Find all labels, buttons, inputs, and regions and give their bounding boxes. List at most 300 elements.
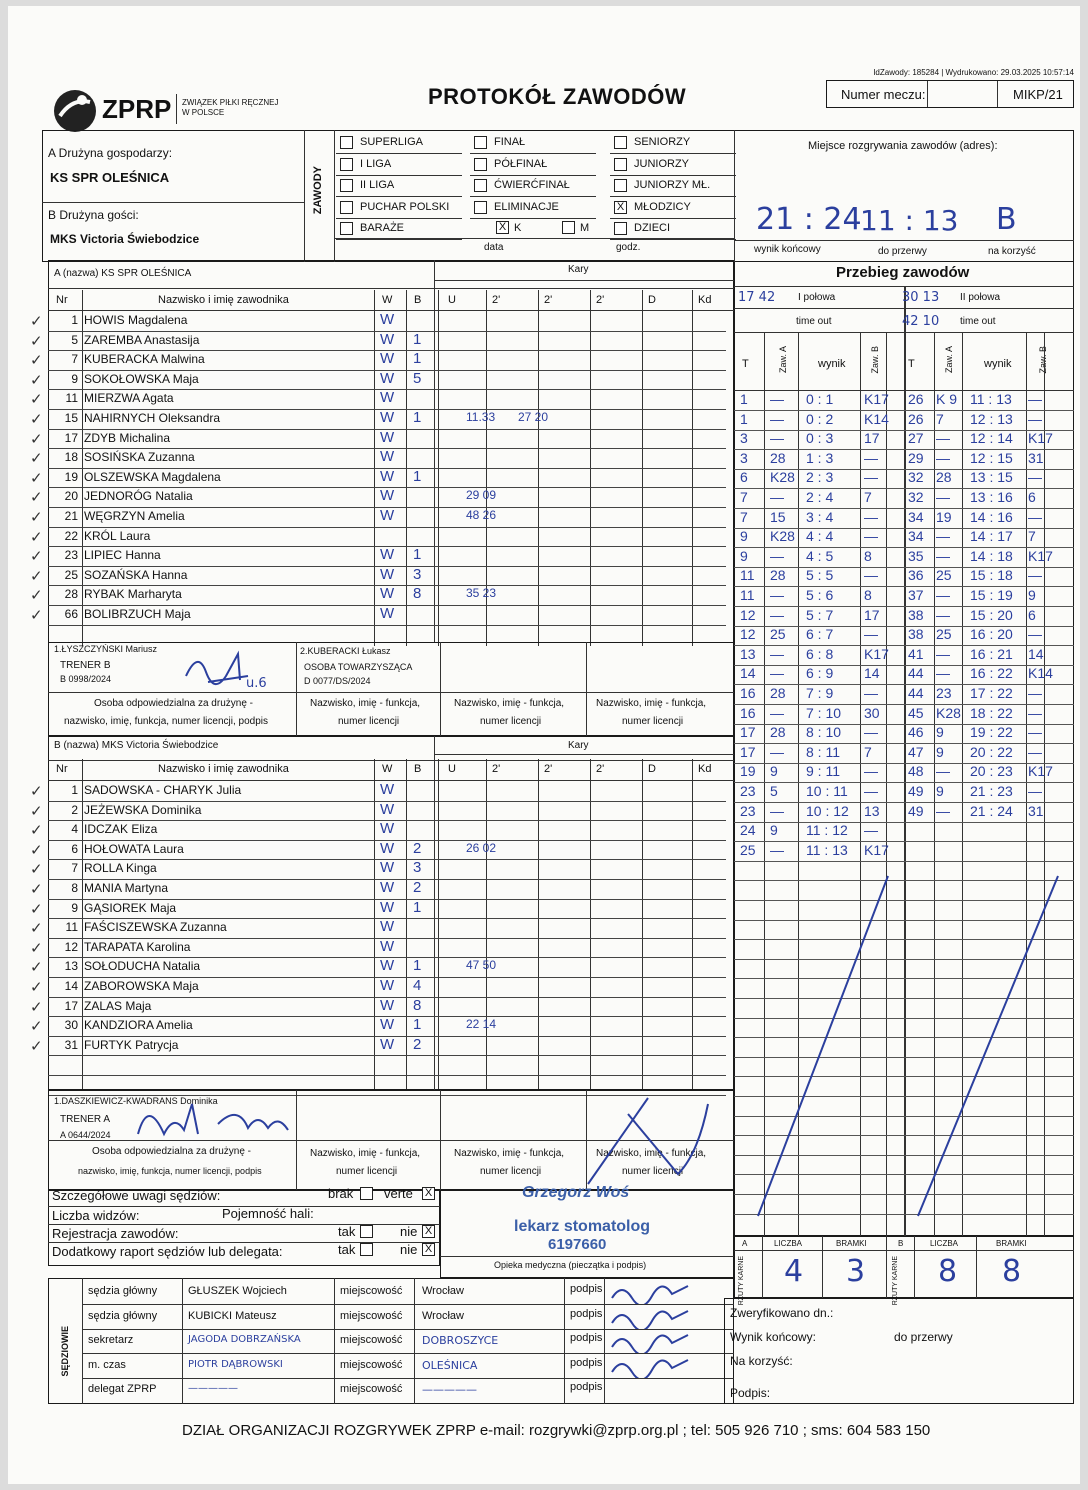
referee-role: sędzia główny [88, 1285, 158, 1297]
progress-value: 8 [864, 587, 872, 603]
progress-value: K17 [864, 841, 889, 858]
player-number: 31 [64, 1037, 78, 1052]
progress-value: 11 : 13 [806, 841, 848, 858]
player-name: ZDYB Michalina [84, 430, 171, 445]
half-score: 11 : 13 [860, 204, 959, 237]
progress-value: — [770, 665, 784, 682]
progress-value: 32 [908, 489, 924, 505]
progress-value: — [770, 606, 784, 623]
player-number: 4 [71, 822, 78, 837]
checkbox-col1-2[interactable] [340, 179, 353, 192]
referee-role: sędzia główny [88, 1309, 158, 1322]
progress-value: 28 [770, 724, 786, 741]
rep-tak: tak [338, 1242, 356, 1257]
player-name: SOKOŁOWSKA Maja [84, 371, 199, 386]
player-name: MANIA Martyna [84, 881, 169, 895]
progress-value: — [1028, 508, 1042, 525]
progress-value: — [1028, 743, 1042, 760]
progress-value: — [770, 841, 784, 858]
verified-label: Zweryfikowano dn.: [730, 1306, 834, 1320]
col-header-kd: Kd [698, 294, 712, 306]
team-a-name: KS SPR OLEŚNICA [50, 170, 170, 185]
progress-value: 23 [740, 802, 756, 819]
progress-line [734, 430, 1074, 431]
checkbox-col1-1[interactable] [340, 158, 353, 171]
checkbox-col3-0[interactable] [614, 136, 627, 149]
progress-value: — [936, 763, 950, 780]
reg-nie: nie [400, 1224, 418, 1239]
progress-value: 20 : 23 [970, 763, 1013, 780]
half2-label: II połowa [960, 292, 1001, 303]
extra-report-label: Dodatkowy raport sędziów lub delegata: [52, 1244, 283, 1259]
player-penalty-1: 22 14 [466, 1017, 497, 1032]
player-number: 17 [64, 998, 78, 1013]
progress-header-zawb-7: Zaw. B [1038, 346, 1048, 374]
player-w-mark: W [380, 507, 395, 524]
competition-line-col1-4 [336, 239, 462, 240]
competition-line-col2-1 [470, 175, 596, 176]
progress-header-zawa-1: Zaw. A [778, 346, 788, 374]
player-goals: 2 [413, 839, 422, 857]
progress-value: 12 [740, 606, 756, 623]
half-score-label: do przerwy [878, 246, 927, 257]
progress-value: 9 [1028, 587, 1036, 603]
progress-value: 34 [908, 508, 924, 525]
fn-label-b3b: numer licencji [480, 1166, 542, 1177]
official-b1: 1.DASZKIEWICZ-KWADRANS Dominika [54, 1096, 218, 1106]
check-mark-icon: ✓ [30, 607, 43, 624]
referee-name: KUBICKI Mateusz [188, 1309, 277, 1322]
player-name: SOŁODUCHA Natalia [84, 959, 201, 974]
resp-label-a2: nazwisko, imię, funkcja, numer licencji, podpis [64, 716, 268, 727]
player-w-mark: W [380, 918, 395, 936]
official-b1-licence: A 0644/2024 [60, 1130, 111, 1140]
player-w-mark: W [380, 565, 395, 583]
player-w-mark: W [380, 350, 395, 368]
progress-value: 10 : 12 [806, 802, 849, 819]
pen-b-vertical: RZUTY KARNE [892, 1256, 899, 1306]
rep-nie-checkbox[interactable]: X [422, 1243, 435, 1256]
competition-col1-0: SUPERLIGA [360, 136, 423, 148]
player-name: SADOWSKA - CHARYK Julia [84, 783, 242, 797]
referee-signature-label: podpis [570, 1283, 603, 1295]
player-w-mark: W [380, 311, 395, 328]
player-w-mark: W [380, 996, 395, 1014]
referee-name: ————— [188, 1383, 238, 1394]
player-w-mark: W [380, 546, 395, 564]
progress-value: 28 [936, 469, 952, 486]
player-name: NAHIRNYCH Oleksandra [84, 411, 221, 425]
player-name: WĘGRZYN Amelia [84, 509, 185, 523]
competition-line-col3-1 [610, 175, 736, 176]
progress-value: K17 [864, 391, 889, 407]
fn-label-b4a: Nazwisko, imię - funkcja, [596, 1148, 707, 1159]
verte-label: verte [384, 1186, 413, 1201]
player-number: 2 [71, 802, 78, 817]
progress-value: 21 : 23 [970, 783, 1013, 799]
gender-k: K [514, 222, 522, 234]
referee-city-label: miejscowość [340, 1358, 403, 1371]
referee-city: DOBROSZYCE [422, 1334, 499, 1347]
remarks-label: Szczegółowe uwagi sędziów: [52, 1188, 221, 1203]
progress-line [734, 606, 1074, 607]
progress-value: — [864, 783, 878, 799]
checkbox-col3-1[interactable] [614, 158, 627, 171]
reg-nie-checkbox[interactable]: X [422, 1225, 435, 1238]
col-header-nr: Nr [56, 763, 68, 775]
player-w-mark: W [380, 859, 395, 877]
official-b1-role: TRENER A [60, 1114, 111, 1125]
player-w-mark: W [380, 467, 395, 485]
progress-line [734, 763, 1074, 764]
verify-winner-label: Na korzyść: [730, 1354, 793, 1368]
progress-value: 6 : 8 [806, 645, 834, 662]
checkbox-col1-3[interactable] [340, 201, 353, 214]
team-b-label: B Drużyna gości: [48, 208, 139, 222]
player-penalty-1: 48 26 [466, 508, 497, 522]
progress-header-t-0: T [742, 358, 749, 370]
progress-value: 41 [908, 645, 924, 662]
progress-value: 16 : 22 [970, 665, 1013, 682]
referee-signature [608, 1280, 708, 1304]
checkbox-m[interactable] [562, 221, 575, 234]
check-mark-icon: ✓ [30, 411, 43, 428]
progress-value: 45 [908, 704, 924, 721]
progress-value: K 9 [936, 391, 958, 407]
official-a2-role: OSOBA TOWARZYSZĄCA [304, 662, 413, 672]
col-header-name: Nazwisko i imię zawodnika [158, 763, 289, 775]
checkbox-col1-4[interactable] [340, 222, 353, 235]
col-header-t2: 2' [544, 294, 553, 306]
pen-a-count: 4 [784, 1254, 804, 1289]
player-number: 19 [64, 469, 78, 484]
referee-role: m. czas [88, 1358, 126, 1371]
rep-nie: nie [400, 1242, 418, 1257]
progress-value: 9 [770, 822, 778, 839]
competition-line-col2-3 [470, 218, 596, 219]
checkbox-col3-4[interactable] [614, 222, 627, 235]
player-goals: 1 [413, 546, 422, 564]
progress-value: 12 : 13 [970, 410, 1013, 427]
verte-checkbox[interactable]: X [422, 1187, 435, 1200]
player-w-mark: W [380, 800, 395, 818]
progress-value: — [770, 410, 784, 427]
progress-value: — [864, 528, 878, 545]
checkbox-col2-2[interactable] [474, 179, 487, 192]
player-goals: 1 [413, 1016, 422, 1034]
progress-value: 17 : 22 [970, 685, 1013, 701]
check-mark-icon: ✓ [30, 939, 43, 957]
player-name: ROLLA Kinga [84, 861, 157, 876]
progress-value: 25 [770, 626, 786, 643]
competition-col3-1: JUNIORZY [634, 157, 689, 170]
progress-value: 48 [908, 763, 924, 780]
fn-label-b3a: Nazwisko, imię - funkcja, [454, 1148, 565, 1159]
progress-value: — [770, 587, 784, 603]
competition-line-col3-3 [610, 218, 736, 219]
check-mark-icon: ✓ [30, 979, 43, 996]
referee-signature-label: podpis [570, 1381, 603, 1393]
player-number: 21 [64, 509, 78, 523]
referee-name: GŁUSZEK Wojciech [188, 1285, 287, 1297]
player-w-mark: W [380, 369, 395, 387]
progress-value: — [1028, 410, 1042, 427]
progress-value: 13 : 16 [970, 489, 1013, 505]
rep-tak-checkbox[interactable] [360, 1243, 373, 1256]
progress-value: 35 [908, 547, 924, 564]
team-a-header: A (nazwa) KS SPR OLEŚNICA [54, 268, 192, 279]
player-goals: 2 [413, 1035, 422, 1053]
fn-label-a3b: numer licencji [480, 716, 542, 727]
player-w-mark: W [380, 820, 395, 838]
official-a1-licence: B 0998/2024 [60, 674, 112, 684]
progress-line [734, 410, 1074, 411]
pen-b-goals-header: BRAMKI [996, 1239, 1027, 1248]
gender-m: M [580, 222, 590, 234]
col-header-t1: 2' [492, 294, 501, 306]
progress-value: — [770, 645, 784, 662]
player-row [30, 311, 726, 332]
player-goals: 5 [413, 369, 422, 387]
progress-value: 27 [908, 430, 924, 447]
progress-value: — [864, 508, 878, 525]
progress-value: 4 : 5 [806, 547, 834, 564]
progress-value: 1 : 3 [806, 449, 834, 466]
progress-value: — [1028, 704, 1042, 721]
progress-value: 8 [864, 547, 872, 564]
player-name: SOSIŃSKA Zuzanna [84, 450, 195, 465]
progress-line [734, 469, 1074, 470]
progress-line [734, 724, 1074, 725]
verify-signature-label: Podpis: [730, 1386, 771, 1400]
player-row [30, 605, 726, 626]
player-number: 20 [64, 489, 78, 504]
progress-value: K28 [770, 528, 795, 545]
checkbox-col1-0[interactable] [340, 136, 353, 149]
check-mark-icon: ✓ [30, 881, 43, 898]
progress-value: — [770, 743, 784, 760]
checkbox-col2-0[interactable] [474, 136, 487, 149]
progress-value: K17 [1028, 763, 1053, 780]
brak-checkbox[interactable] [360, 1187, 373, 1200]
player-number: 23 [64, 548, 78, 563]
player-row [30, 565, 726, 587]
progress-line [734, 645, 1074, 646]
player-penalty-2: 27 20 [518, 410, 549, 424]
org-name-1: ZWIĄZEK PIŁKI RĘCZNEJ [182, 98, 279, 107]
progress-line [734, 684, 1074, 685]
check-mark-icon: ✓ [30, 861, 43, 879]
player-w-mark: W [380, 448, 395, 466]
player-name: BOLIBRZUCH Maja [84, 607, 191, 621]
player-number: 17 [64, 430, 78, 445]
progress-value: — [1028, 626, 1042, 643]
player-number: 18 [64, 450, 78, 465]
progress-value: — [1028, 724, 1042, 741]
col-header-b: B [414, 763, 422, 775]
progress-value: — [936, 606, 950, 623]
progress-value: 26 [908, 391, 924, 407]
pen-b-count-header: LICZBA [930, 1239, 959, 1248]
progress-value: K14 [1028, 665, 1053, 682]
player-number: 12 [64, 939, 78, 954]
progress-value: 44 [908, 685, 924, 701]
progress-value: 14 [864, 665, 880, 682]
fn-label-b2b: numer licencji [336, 1166, 398, 1177]
col-header-t3: 2' [596, 763, 605, 775]
timeout-a1: 17 42 [738, 290, 776, 305]
team-a-label: A Drużyna gospodarzy: [48, 146, 173, 160]
progress-line [734, 567, 1074, 568]
player-number: 14 [64, 979, 78, 993]
competition-col3-3: MŁODZICY [634, 200, 691, 213]
checkbox-col2-1[interactable] [474, 158, 487, 171]
check-mark-icon: ✓ [30, 469, 43, 487]
checkbox-k[interactable]: X [496, 221, 509, 234]
referee-name: PIOTR DĄBROWSKI [188, 1358, 283, 1370]
competition-line-col2-2 [470, 196, 596, 197]
verify-final-label: Wynik końcowy: [730, 1330, 816, 1344]
player-w-mark: W [380, 585, 395, 603]
progress-value: 24 [740, 822, 756, 839]
progress-value: 23 [740, 783, 756, 799]
progress-line [734, 665, 1074, 666]
player-row [30, 409, 726, 430]
player-w-mark: W [380, 957, 395, 975]
half1-label: I połowa [798, 292, 836, 303]
player-w-mark: W [380, 1016, 395, 1034]
player-number: 8 [71, 881, 78, 895]
progress-value: — [770, 489, 784, 505]
progress-value: 28 [770, 685, 786, 701]
progress-value: 18 : 22 [970, 704, 1013, 721]
player-row [30, 330, 726, 352]
match-number-value: MIKP/21 [1013, 87, 1063, 102]
date-label: data [484, 242, 504, 253]
player-name: ZABOROWSKA Maja [84, 979, 199, 993]
capacity-label: Pojemność hali: [222, 1206, 314, 1221]
timeout-b1: 30 13 [902, 290, 940, 305]
progress-value: 0 : 1 [806, 391, 834, 407]
progress-value: — [936, 802, 950, 819]
official-a2: 2.KUBERACKI Łukasz [300, 646, 391, 656]
progress-line [734, 547, 1074, 548]
checkbox-col3-2[interactable] [614, 179, 627, 192]
player-number: 30 [64, 1018, 78, 1033]
check-mark-icon: ✓ [30, 371, 43, 389]
progress-line [734, 841, 1074, 842]
player-number: 11 [65, 920, 78, 935]
timeout-label-1: time out [796, 316, 832, 327]
progress-value: 3 : 4 [806, 508, 834, 525]
col-header-w: W [382, 763, 393, 775]
player-row [30, 448, 726, 469]
player-w-mark: W [380, 428, 395, 446]
progress-value: 9 [936, 783, 944, 799]
col-header-nr: Nr [56, 294, 68, 306]
player-w-mark: W [380, 898, 395, 916]
col-header-t2: 2' [544, 763, 553, 775]
progress-value: 3 [740, 430, 748, 447]
check-mark-icon: ✓ [30, 391, 43, 409]
check-mark-icon: ✓ [30, 1018, 43, 1036]
player-row [30, 977, 726, 998]
check-mark-icon: ✓ [30, 509, 43, 526]
col-header-name: Nazwisko i imię zawodnika [158, 294, 289, 306]
player-row [30, 546, 726, 567]
progress-value: 25 [936, 567, 952, 584]
check-mark-icon: ✓ [30, 548, 43, 566]
competition-col2-3: ELIMINACJE [494, 200, 559, 213]
col-header-d: D [648, 294, 656, 306]
progress-value: 21 : 24 [970, 802, 1013, 819]
progress-value: 9 [740, 547, 748, 564]
referee-signature [608, 1305, 708, 1329]
match-number-box [826, 80, 1074, 108]
check-mark-icon: ✓ [30, 1037, 43, 1055]
progress-value: 11 [740, 567, 755, 584]
progress-value: K28 [770, 469, 795, 486]
fn-label-a4a: Nazwisko, imię - funkcja, [596, 698, 707, 709]
competition-line-col3-0 [610, 153, 736, 154]
player-w-mark: W [380, 330, 395, 348]
checkbox-col2-3[interactable] [474, 201, 487, 214]
col-header-t1: 2' [492, 763, 501, 775]
player-w-mark: W [380, 389, 395, 407]
player-name: FURTYK Patrycja [84, 1037, 179, 1052]
competition-col1-3: PUCHAR POLSKI [360, 200, 450, 213]
player-row [30, 527, 726, 548]
competition-line-col1-3 [336, 218, 462, 219]
player-penalty-1: 26 02 [466, 840, 497, 855]
referee-signature [608, 1354, 708, 1378]
player-name: IDCZAK Eliza [84, 822, 158, 837]
player-goals: 4 [413, 977, 422, 994]
player-name: FAŚCISZEWSKA Zuzanna [84, 920, 227, 935]
progress-value: K17 [1028, 547, 1053, 564]
player-w-mark: W [380, 977, 395, 994]
checkbox-col3-3[interactable]: X [614, 201, 627, 214]
player-number: 6 [71, 841, 78, 856]
player-name: ZALAS Maja [84, 998, 152, 1013]
progress-value: 32 [908, 469, 924, 486]
player-name: SOZAŃSKA Hanna [84, 567, 188, 582]
player-goals: 1 [413, 350, 422, 368]
player-name: KRÓL Laura [84, 528, 151, 543]
official-b-signature [128, 1094, 298, 1144]
medical-stamp-name: Grzegorz Woś [522, 1184, 630, 1201]
progress-line [734, 822, 1074, 823]
progress-value: 12 [740, 626, 756, 643]
col-header-d: D [648, 763, 656, 775]
progress-line [734, 704, 1074, 705]
official-a-mark: u.6 [246, 676, 267, 691]
progress-value: — [864, 469, 878, 486]
reg-tak-checkbox[interactable] [360, 1225, 373, 1238]
progress-value: 5 : 5 [806, 567, 834, 584]
player-row [30, 879, 726, 900]
progress-value: 14 : 18 [970, 547, 1013, 564]
progress-value: 11 : 12 [806, 822, 848, 839]
progress-value: 12 : 14 [970, 430, 1013, 447]
progress-value: 17 [740, 724, 756, 741]
progress-value: — [770, 430, 784, 447]
progress-value: 13 : 15 [970, 469, 1013, 486]
org-name-2: W POLSCE [182, 108, 225, 117]
pen-a-header: A [742, 1239, 748, 1248]
zawody-label: ZAWODY [312, 166, 324, 215]
progress-value: — [864, 822, 878, 839]
